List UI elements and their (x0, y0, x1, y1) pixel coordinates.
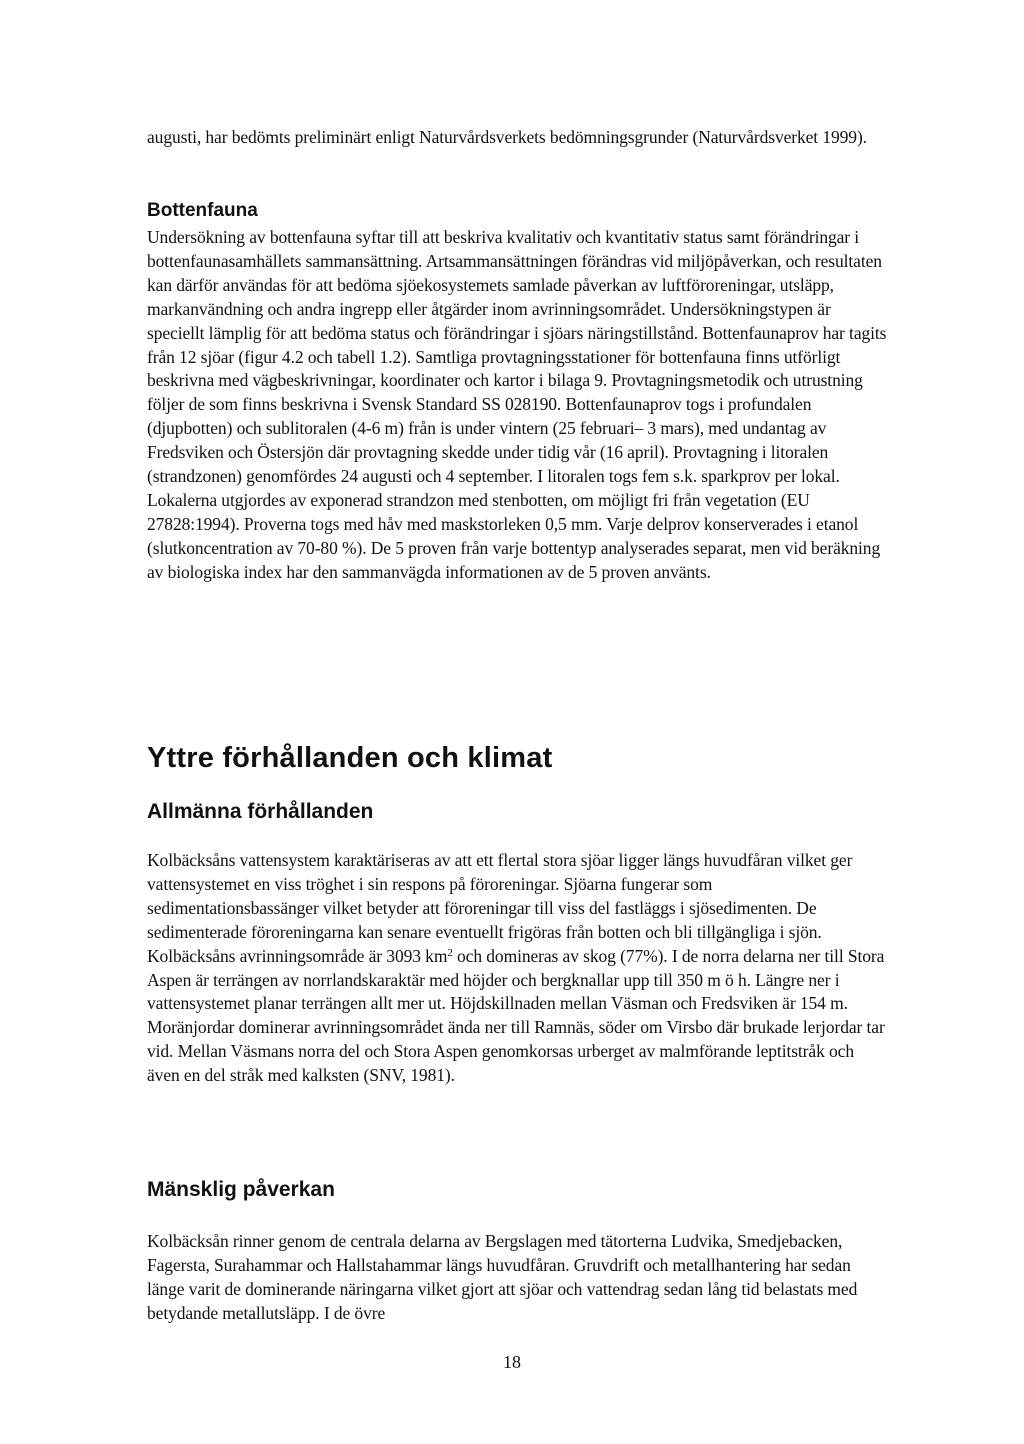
allmanna-text-part-2: och domineras av skog (77%). I de norra delarna ner till Stora Aspen är terrängen av norrlandskaraktär med höjder och bergknallar upp till 350 m ö h. Längre ner i vattensystemet planar terrängen allt mer ut. Höjdskillnaden mellan Väsman och Fredsviken är 154 m. Moränjordar dominerar avrinningsområdet ända ner till Ramnäs, söder om Virsbo där brukade lerjordar tar vid. Mellan Väsmans norra del och Stora Aspen genomkorsas urberget av malmförande leptitstråk och även en del stråk med kalksten (SNV, 1981). (147, 945, 885, 1086)
page-number: 18 (503, 1352, 521, 1372)
section-heading-allmanna-forhallanden: Allmänna förhållanden (147, 800, 374, 823)
mansklig-paragraph: Kolbäcksån rinner genom de centrala delarna av Bergslagen med tätorterna Ludvika, Smedjebacken, Fagersta, Surahammar och Hallstahammar längs huvudfåran. Gruvdrift och metallhantering har sedan länge varit de dominerande näringarna vilket gjort att sjöar och vattendrag sedan lång tid belastats med betydande metallutsläpp. I de övre (147, 1231, 858, 1323)
allmanna-paragraph (147, 849, 887, 1088)
allmanna-text-part-1: Kolbäcksåns vattensystem karaktäriseras av att ett flertal stora sjöar ligger längs huvudfåran vilket ger vattensystemet en viss tröghet i sin respons på föroreningar. Sjöarna fungerar som sedimentationsbassänger vilket betyder att föroreningar till viss del fastläggs i sjösedimenten. De sedimenterade föroreningarna kan senare eventuellt frigöras från botten och bli tillgängliga i sjön. Kolbäcksåns avrinningsområde är 3093 km (147, 850, 853, 966)
intro-paragraph: augusti, har bedömts preliminärt enligt Naturvårdsverkets bedömningsgrunder (Naturvårdsverket 1999). (147, 127, 867, 147)
section-heading-bottenfauna: Bottenfauna (147, 200, 258, 221)
section-heading-mansklig-paverkan: Mänsklig påverkan (147, 1178, 335, 1201)
chapter-heading-yttre-forhallanden: Yttre förhållanden och klimat (147, 742, 553, 774)
bottenfauna-paragraph: Undersökning av bottenfauna syftar till att beskriva kvalitativ och kvantitativ status samt förändringar i bottenfaunasamhällets sammansättning. Artsammansättningen förändras vid miljöpåverkan, och resultaten kan därför användas för att bedöma sjöekosystemets samlade påverkan av luftföroreningar, utsläpp, markanvändning och andra ingrepp eller åtgärder inom avrinningsområdet. Undersökningstypen är speciellt lämplig för att bedöma status och förändringar i sjöars näringstillstånd. Bottenfaunaprov har tagits från 12 sjöar (figur 4.2 och tabell 1.2). Samtliga provtagningsstationer för bottenfauna finns utförligt beskrivna med vägbeskrivningar, koordinater och kartor i bilaga 9. Provtagningsmetodik och utrustning följer de som finns beskrivna i Svensk Standard SS 028190. Bottenfaunaprov togs i profundalen (djupbotten) och sublitoralen (4-6 m) från is under vintern (25 februari– 3 mars), med undantag av Fredsviken och Östersjön där provtagning skedde under tidig vår (16 april). Provtagning i litoralen (strandzonen) genomfördes 24 augusti och 4 september. I litoralen togs fem s.k. sparkprov per lokal. Lokalerna utgjordes av exponerad strandzon med stenbotten, om möjligt fri från vegetation (EU 27828:1994). Proverna togs med håv med maskstorleken 0,5 mm. Varje delprov konserverades i etanol (slutkoncentration av 70-80 %). De 5 proven från varje bottentyp analyserades separat, men vid beräkning av biologiska index har den sammanvägda informationen av de 5 proven använts. (147, 227, 887, 582)
superscript-2: 2 (447, 946, 453, 959)
